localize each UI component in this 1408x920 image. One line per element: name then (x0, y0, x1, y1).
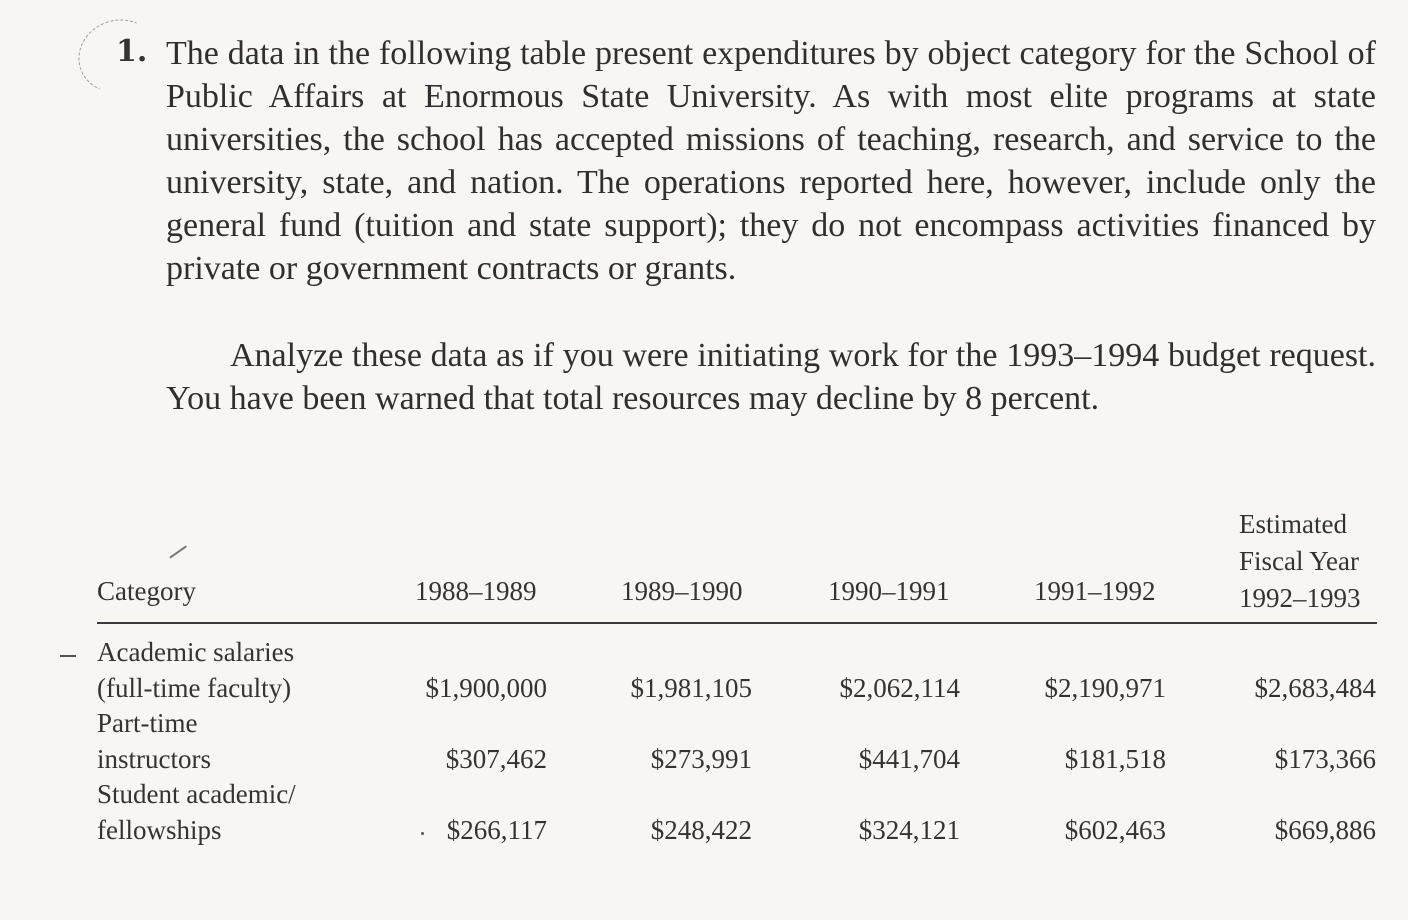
table-cell: $248,422 (650, 815, 752, 845)
table-cell: $2,062,114 (839, 673, 960, 703)
header-est-line-2: Fiscal Year (1239, 546, 1359, 576)
header-year-1990-1991: 1990–1991 (828, 576, 950, 606)
problem-number: 1. (116, 34, 148, 69)
pencil-dash-mark (60, 655, 76, 657)
header-category: Category (97, 576, 196, 606)
table-cell: $173,366 (1274, 744, 1376, 774)
row-label-line: Academic salaries (97, 637, 295, 667)
table-cell: $2,190,971 (1044, 673, 1166, 703)
table-cell: $669,886 (1274, 815, 1376, 845)
row-label-line: Part-time (97, 708, 198, 738)
problem-paragraph-1: The data in the following table present expenditures by object category for the School of Public Affairs at Enormous State University. As with most elite programs at state universities, the school has accepted missions of teaching, research, and service to the university, state, and nation. The operations reported here, however, include only the general fund (tuition and state support); they do not encompass activities financed by private or government contracts or grants. (166, 35, 1376, 287)
header-est-line-1: Estimated (1239, 509, 1347, 539)
row-label-academic-salaries (97, 634, 294, 706)
table-cell: $324,121 (858, 815, 960, 845)
row-label-line: (full-time faculty) (97, 673, 292, 703)
row-label-line: instructors (97, 744, 211, 774)
pencil-tick-mark (169, 545, 186, 558)
table-cell: $266,117 (446, 815, 547, 845)
table-cell: $273,991 (650, 744, 752, 774)
header-estimated-fiscal-year (1239, 506, 1361, 617)
problem-paragraph-2: Analyze these data as if you were initiating work for the 1993–1994 budget request. You have been warned that total resources may decline by 8 percent. (166, 337, 1376, 417)
row-label-student-fellowships (97, 776, 296, 848)
table-cell: $307,462 (445, 744, 547, 774)
row-label-line: Student academic/ (97, 779, 296, 809)
table-cell: $2,683,484 (1254, 673, 1376, 703)
row-label-line: fellowships (97, 815, 222, 845)
table-cell: $181,518 (1064, 744, 1166, 774)
table-cell: $441,704 (858, 744, 960, 774)
header-est-line-3: 1992–1993 (1239, 583, 1361, 613)
table-cell: $1,900,000 (425, 673, 547, 703)
header-year-1989-1990: 1989–1990 (621, 576, 743, 606)
header-year-1988-1989: 1988–1989 (415, 576, 537, 606)
table-cell: $1,981,105 (630, 673, 752, 703)
table-header-rule (97, 622, 1377, 624)
row-label-part-time-instructors (97, 705, 211, 777)
header-year-1991-1992: 1991–1992 (1034, 576, 1156, 606)
table-cell: $602,463 (1064, 815, 1166, 845)
